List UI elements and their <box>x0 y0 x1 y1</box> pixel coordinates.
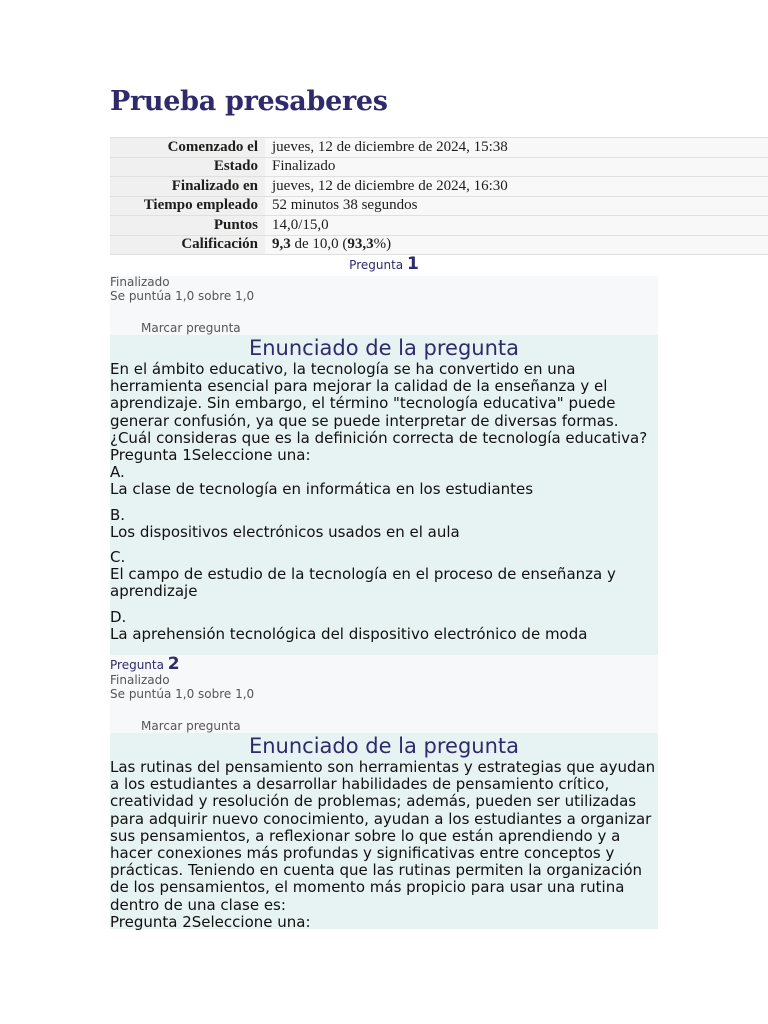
question-1-info <box>110 276 658 335</box>
option-text: La clase de tecnología en informática en los estudiantes <box>110 480 534 499</box>
question-status: Finalizado <box>110 673 170 687</box>
question-label: Pregunta <box>349 258 404 272</box>
summary-label: Estado <box>110 157 265 177</box>
question-text: En el ámbito educativo, la tecnología se ha convertido en una herramienta esencial para mejorar la calidad de la enseñanza y el aprendizaje. Sin embargo, el término "tecnología educativa" puede generar confusión, ya que se puede interpretar de diversas formas. ¿Cuál consideras que es la definición correcta de tecnología educativa? <box>110 360 648 447</box>
summary-label: Finalizado en <box>110 177 265 197</box>
summary-value: Finalizado <box>265 157 768 177</box>
question-number-value: 2 <box>167 654 180 674</box>
summary-value: jueves, 12 de diciembre de 2024, 16:30 <box>265 177 768 197</box>
question-2-info <box>110 655 658 733</box>
option-letter: D. <box>110 607 127 626</box>
question-1-header <box>110 254 658 274</box>
option-text: El campo de estudio de la tecnología en el proceso de enseñanza y aprendizaje <box>110 565 616 601</box>
summary-row-time <box>110 196 768 216</box>
page-title: Prueba presaberes <box>110 86 388 117</box>
summary-row-points <box>110 216 768 236</box>
summary-label: Calificación <box>110 235 265 255</box>
summary-value: 52 minutos 38 segundos <box>265 196 768 216</box>
question-label: Pregunta <box>110 658 164 672</box>
summary-value-grade <box>265 235 768 255</box>
summary-label: Puntos <box>110 216 265 236</box>
answer-option-b[interactable] <box>110 507 658 541</box>
question-prompt: Pregunta 2Seleccione una: <box>110 912 311 931</box>
question-score: Se puntúa 1,0 sobre 1,0 <box>110 288 255 303</box>
summary-row-finished <box>110 177 768 197</box>
option-letter: B. <box>110 505 126 524</box>
question-heading: Enunciado de la pregunta <box>248 336 520 360</box>
grade-percent: 93,3 <box>347 236 374 253</box>
summary-value: 14,0/15,0 <box>265 216 768 236</box>
question-number-value: 1 <box>406 254 419 274</box>
question-2-content <box>110 733 658 929</box>
option-text: Los dispositivos electrónicos usados en el aula <box>110 522 460 541</box>
answer-option-d[interactable] <box>110 609 658 643</box>
summary-label: Comenzado el <box>110 138 265 158</box>
flag-question-link[interactable]: Marcar pregunta <box>141 719 241 733</box>
question-number <box>110 254 658 274</box>
grade-close: %) <box>373 236 392 253</box>
summary-value: jueves, 12 de diciembre de 2024, 15:38 <box>265 138 768 158</box>
answer-option-a[interactable] <box>110 464 658 498</box>
question-score: Se puntúa 1,0 sobre 1,0 <box>110 686 255 701</box>
summary-label: Tiempo empleado <box>110 196 265 216</box>
grade-of: de 10,0 ( <box>290 236 348 253</box>
question-number <box>110 655 658 674</box>
summary-row-started <box>110 138 768 158</box>
answer-option-c[interactable] <box>110 549 658 601</box>
option-letter: A. <box>110 463 125 482</box>
question-1-content <box>110 335 658 655</box>
question-status: Finalizado <box>110 275 170 289</box>
question-heading: Enunciado de la pregunta <box>248 734 520 758</box>
flag-question-link[interactable]: Marcar pregunta <box>141 321 241 335</box>
question-text: Las rutinas del pensamiento son herramientas y estrategias que ayudan a los estudiantes a desarrollar habilidades de pensamiento crítico, creatividad y resolución de problemas; además, pueden ser utilizadas para adquirir nuevo conocimiento, ayudan a los estudiantes a organizar sus pensamientos, a reflexionar sobre lo que están aprendiendo y a hacer conexiones más profundas y significativas entre conceptos y prácticas. Teniendo en cuenta que las rutinas permiten la organización de los pensamientos, el momento más propicio para usar una rutina dentro de una clase es: <box>110 758 656 914</box>
summary-row-state <box>110 157 768 177</box>
summary-row-grade <box>110 235 768 255</box>
attempt-summary-table <box>110 137 768 255</box>
question-prompt: Pregunta 1Seleccione una: <box>110 446 311 465</box>
option-text: La aprehensión tecnológica del dispositivo electrónico de moda <box>110 624 588 643</box>
grade-value: 9,3 <box>272 236 291 253</box>
option-letter: C. <box>110 548 126 567</box>
